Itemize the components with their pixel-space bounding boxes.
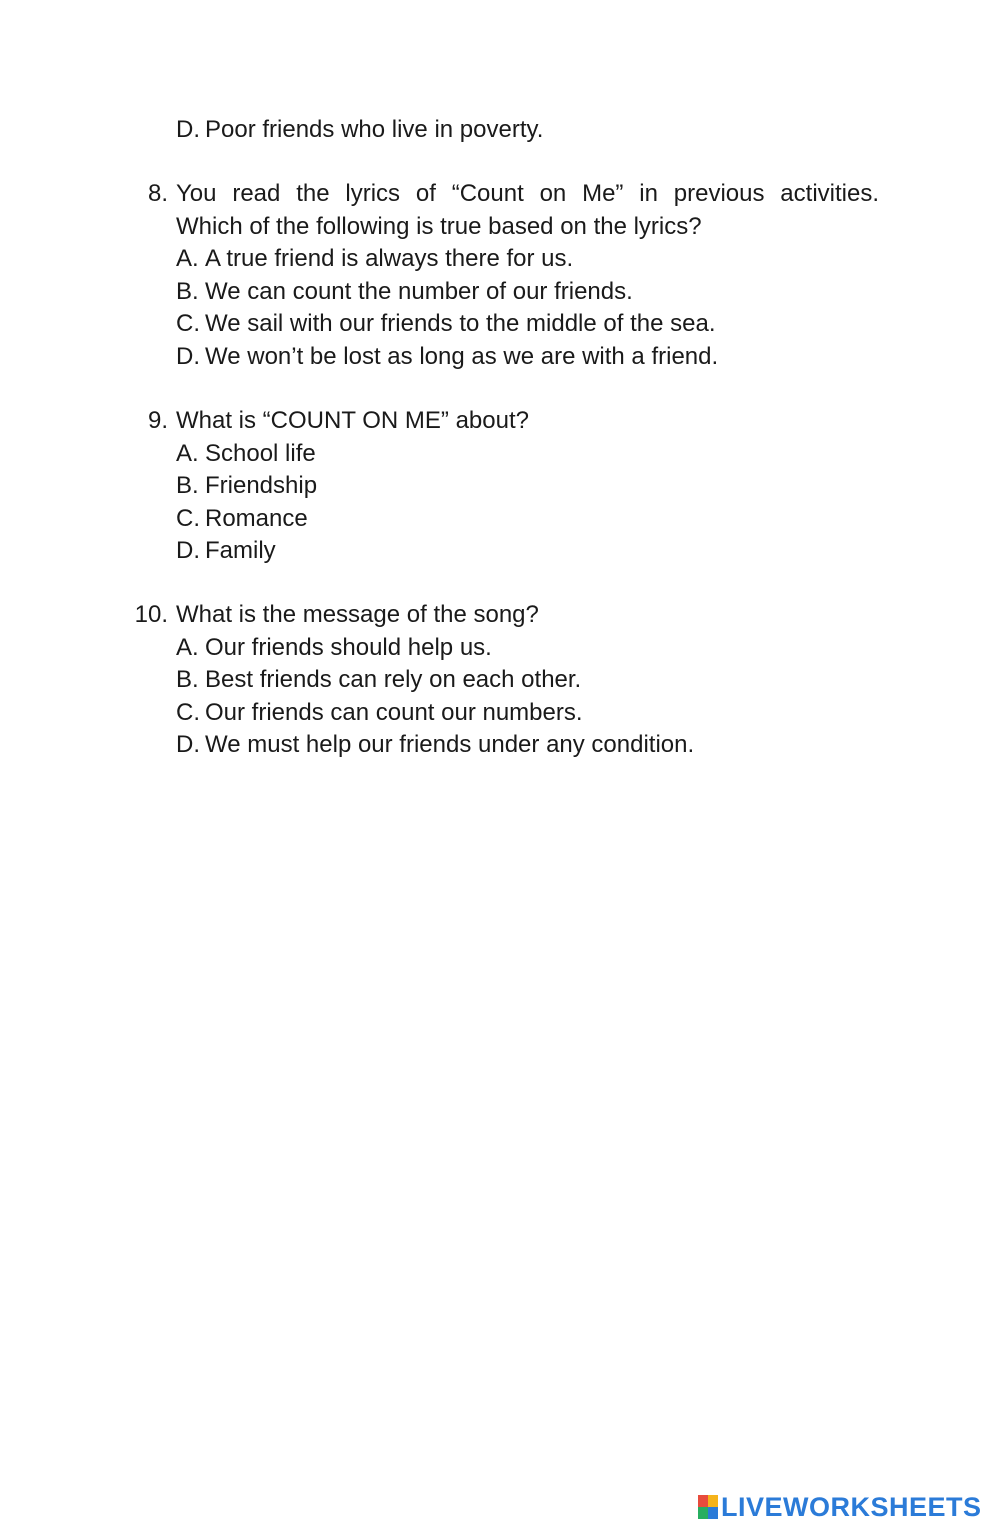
logo-mark-tile xyxy=(708,1507,718,1519)
logo-mark-tile xyxy=(698,1507,708,1519)
option-text: A true friend is always there for us. xyxy=(205,245,574,272)
option-letter: A. xyxy=(176,245,199,272)
option-letter: C. xyxy=(176,699,200,726)
option-text: Our friends can count our numbers. xyxy=(205,699,583,726)
option-letter: A. xyxy=(176,634,199,661)
liveworksheets-logo[interactable] xyxy=(698,1492,982,1522)
option-text: Friendship xyxy=(205,472,318,499)
option-letter: C. xyxy=(176,505,200,532)
question-number: 9. xyxy=(147,407,168,434)
option-letter: D. xyxy=(176,731,200,758)
logo-mark-icon xyxy=(698,1495,718,1519)
option-letter: D. xyxy=(176,343,200,370)
option-letter: C. xyxy=(176,310,200,337)
option-letter: D. xyxy=(176,116,200,143)
option-text: Our friends should help us. xyxy=(205,634,492,661)
logo-mark-tile xyxy=(708,1495,718,1507)
option-letter: A. xyxy=(176,440,199,467)
question-text: Which of the following is true based on the lyrics? xyxy=(176,213,702,240)
option-text: We sail with our friends to the middle of the sea. xyxy=(205,310,716,337)
question-number: 10. xyxy=(134,601,168,628)
option-text: Best friends can rely on each other. xyxy=(205,666,582,693)
option-text: We won’t be lost as long as we are with a friend. xyxy=(205,343,719,370)
option-text: School life xyxy=(205,440,316,467)
option-text: Family xyxy=(205,537,276,564)
option-letter: B. xyxy=(176,472,199,499)
option-text: We can count the number of our friends. xyxy=(205,278,633,305)
option-letter: B. xyxy=(176,278,199,305)
question-text: What is “COUNT ON ME” about? xyxy=(176,407,529,434)
option-text: Poor friends who live in poverty. xyxy=(205,116,544,143)
option-text: Romance xyxy=(205,505,308,532)
logo-mark-tile xyxy=(698,1495,708,1507)
option-text: We must help our friends under any condition. xyxy=(205,731,695,758)
question-text: You read the lyrics of “Count on Me” in previous activities. xyxy=(176,180,879,207)
option-letter: B. xyxy=(176,666,199,693)
question-text: What is the message of the song? xyxy=(176,601,539,628)
question-number: 8. xyxy=(147,180,168,207)
logo-text: LIVEWORKSHEETS xyxy=(721,1492,982,1522)
option-letter: D. xyxy=(176,537,200,564)
